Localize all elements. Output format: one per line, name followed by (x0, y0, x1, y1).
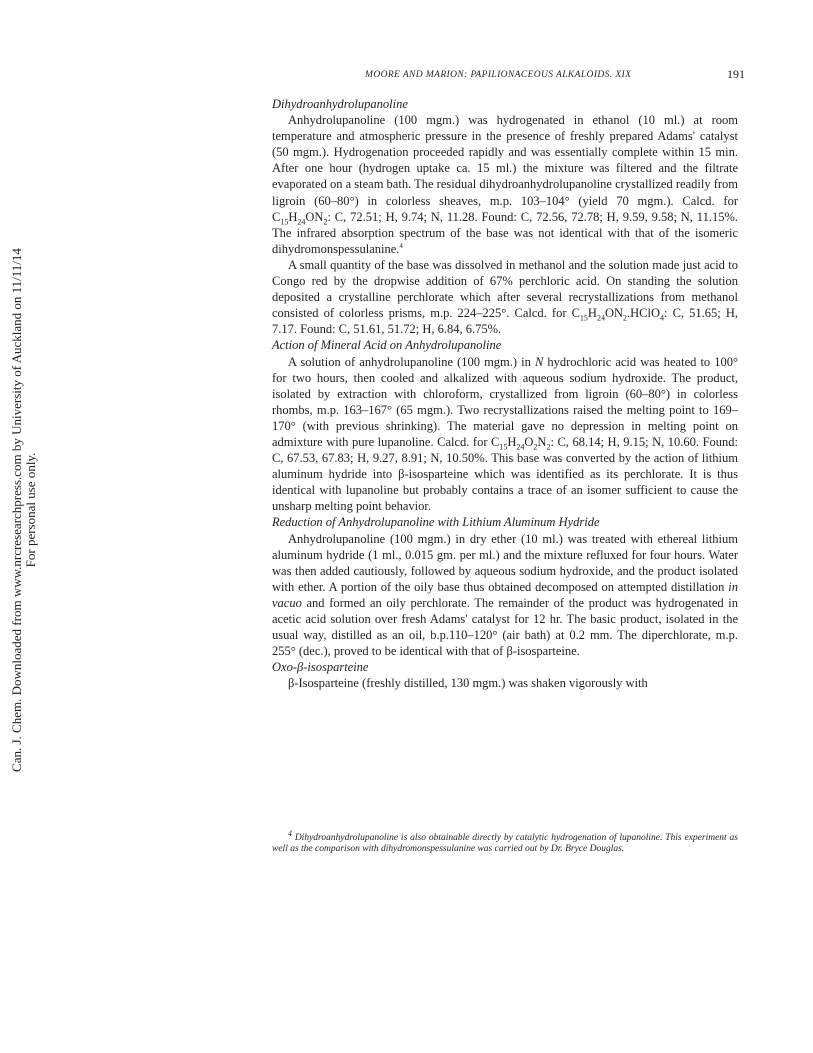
watermark-line-1: Can. J. Chem. Downloaded from www.nrcresearchpress.com by University of Auckland on 11/11/14 (9, 248, 24, 772)
section-heading: Action of Mineral Acid on Anhydrolupanoline (272, 338, 502, 353)
paragraph: A solution of anhydrolupanoline (100 mgm.) in N hydrochloric acid was heated to 100° for two hours, then cooled and alkalized with aqueous sodium hydroxide. The product, isolated by extraction with chloroform, crystallized from ligroin (60–80°) in colorless rhombs, m.p. 163–167° (65 mgm.). Two recrystallizations raised the melting point to 169–170° (with previous shrinking). The material gave no depression in melting point on admixture with pure lupanoline. Calcd. for $C_{15}H_{24}O_2N_2$: C, 68.14; H, 9.15; N, 10.60. Found: C, 67.53, 67.83; H, 9.27, 8.91; N, 10.50%. This base was converted by the action of lithium aluminum hydride into β-isosparteine which was identified as its perchlorate. It is thus identical with lupanoline but probably contains a trace of an isomer sufficient to cause the unsharp melting point behavior. (272, 354, 738, 514)
footnote-marker: 4 (288, 829, 292, 838)
footnote-ref[interactable]: 4 (399, 241, 403, 250)
download-watermark (10, 230, 38, 790)
section-heading: Oxo-β-isosparteine (272, 660, 369, 675)
paragraph: β-Isosparteine (freshly distilled, 130 mgm.) was shaken vigorously with (288, 676, 648, 691)
article-body (272, 96, 738, 691)
footnote: $^4$ Dihydroanhydrolupanoline is also obtainable directly by catalytic hydrogenation of lupanoline. This experiment as well as the comparison with dihydromonspessulanine was carried out by Dr. Bryce Douglas. (272, 829, 738, 855)
paragraph: Anhydrolupanoline (100 mgm.) was hydrogenated in ethanol (10 ml.) at room temperature and atmospheric pressure in the presence of freshly prepared Adams' catalyst (50 mgm.). Hydrogenation proceeded rapidly and was essentially complete within 15 min. After one hour (hydrogen uptake ca. 15 ml.) the mixture was filtered and the filtrate evaporated on a steam bath. The residual dihydroanhydrolupanoline crystallized readily from ligroin (60–80°) in colorless sheaves, m.p. 103–104° (yield 70 mgm.). Calcd. for $C_{15}H_{24}ON_2$: C, 72.51; H, 9.74; N, 11.28. Found: C, 72.56, 72.78; H, 9.59, 9.58; N, 11.15%. The infrared absorption spectrum of the base was not identical with that of the isomeric dihydromonspessulanine.$^4$ (272, 113, 738, 256)
watermark-line-2: For personal use only. (23, 452, 38, 568)
page-number: 191 (727, 67, 745, 81)
running-head: MOORE AND MARION: PAPILIONACEOUS ALKALOIDS. XIX (365, 70, 632, 80)
section-heading: Dihydroanhydrolupanoline (272, 97, 408, 111)
section-heading: Reduction of Anhydrolupanoline with Lithium Aluminum Hydride (272, 515, 600, 530)
paragraph: A small quantity of the base was dissolved in methanol and the solution made just acid to Congo red by the dropwise addition of 67% perchloric acid. On standing the solution deposited a crystalline perchlorate which after several recrystallizations from methanol consisted of colorless prisms, m.p. 224–225°. Calcd. for $C_{15}H_{24}ON_2.HClO_4$: C, 51.65; H, 7.17. Found: C, 51.61, 51.72; H, 6.84, 6.75%. (272, 257, 738, 337)
paragraph: Anhydrolupanoline (100 mgm.) in dry ether (10 ml.) was treated with ethereal lithium aluminum hydride (1 ml., 0.015 gm. per ml.) and the mixture refluxed for four hours. Water was then added cautiously, followed by aqueous sodium hydroxide, and the product isolated with ether. A portion of the oily base thus obtained decomposed on attempted distillation in vacuo and formed an oily perchlorate. The remainder of the product was hydrogenated in acetic acid solution over fresh Adams' catalyst for 12 hr. The basic product, isolated in the usual way, distilled as an oil, b.p.110–120° (air bath) at 0.2 mm. The diperchlorate, m.p. 255° (dec.), proved to be identical with that of β-isosparteine. (272, 531, 738, 659)
